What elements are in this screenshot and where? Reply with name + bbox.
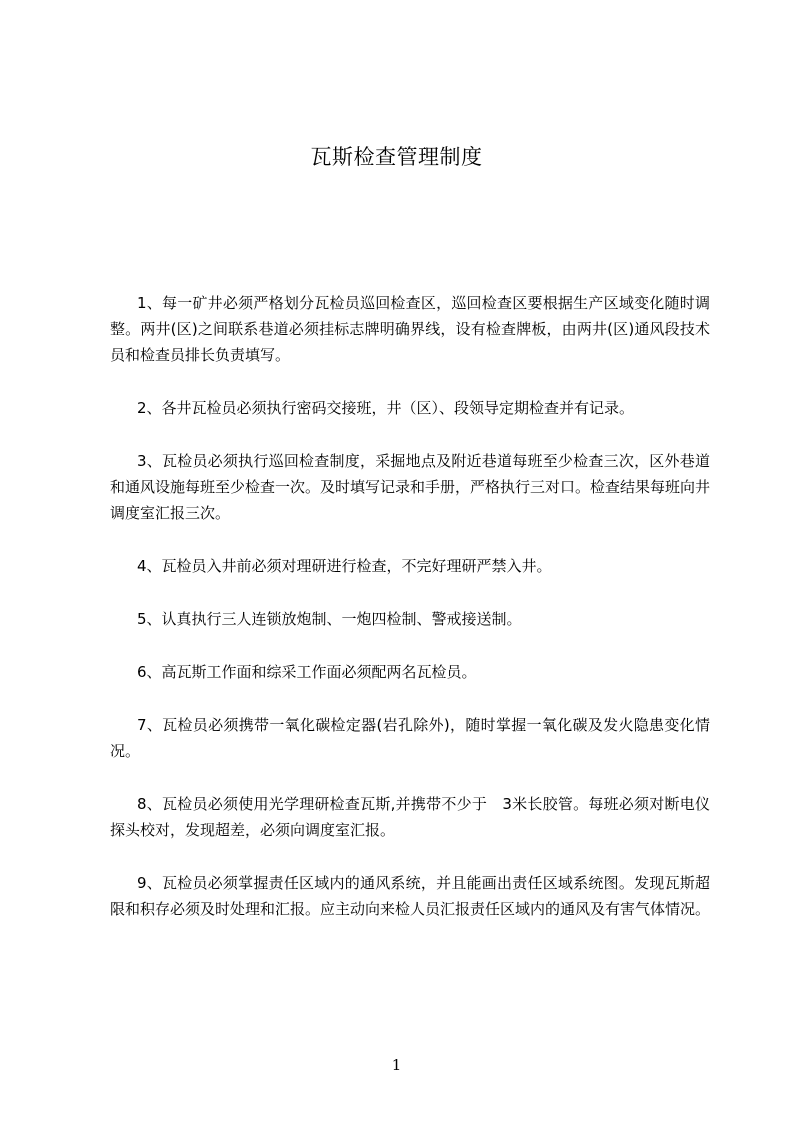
- page-number: 1: [391, 1056, 402, 1074]
- paragraph-4: 4、瓦检员入井前必须对理研进行检查，不完好理研严禁入井。: [137, 557, 552, 575]
- document-title: 瓦斯检查管理制度: [310, 145, 483, 169]
- paragraph-8: 8、瓦检员必须使用光学理研检查瓦斯,并携带不少于 3米长胶管。每班必须对断电仪探头校对，发现超差，必须向调度室汇报。: [110, 795, 710, 839]
- paragraph-6: 6、高瓦斯工作面和综采工作面必须配两名瓦检员。: [137, 663, 477, 681]
- document-body: [110, 290, 710, 949]
- paragraph-1: 1、每一矿井必须严格划分瓦检员巡回检查区，巡回检查区要根据生产区域变化随时调整。两井(区)之间联系巷道必须挂标志牌明确界线，设有检查牌板，由两井(区)通风段技术员和检查员排长负责填写。: [110, 294, 710, 364]
- paragraph-7: 7、瓦检员必须携带一氧化碳检定器(岩孔除外)，随时掌握一氧化碳及发火隐患变化情况。: [110, 716, 710, 760]
- paragraph-3: 3、瓦检员必须执行巡回检查制度，采掘地点及附近巷道每班至少检查三次，区外巷道和通风设施每班至少检查一次。及时填写记录和手册，严格执行三对口。检查结果每班向井调度室汇报三次。: [110, 452, 711, 522]
- paragraph-9: 9、瓦检员必须掌握责任区域内的通风系统，并且能画出责任区域系统图。发现瓦斯超限和积存必须及时处理和汇报。应主动向来检人员汇报责任区域内的通风及有害气体情况。: [110, 874, 711, 918]
- paragraph-5: 5、认真执行三人连锁放炮制、一炮四检制、警戒接送制。: [137, 610, 522, 628]
- paragraph-2: 2、各井瓦检员必须执行密码交接班，井（区）、段领导定期检查并有记录。: [137, 399, 635, 417]
